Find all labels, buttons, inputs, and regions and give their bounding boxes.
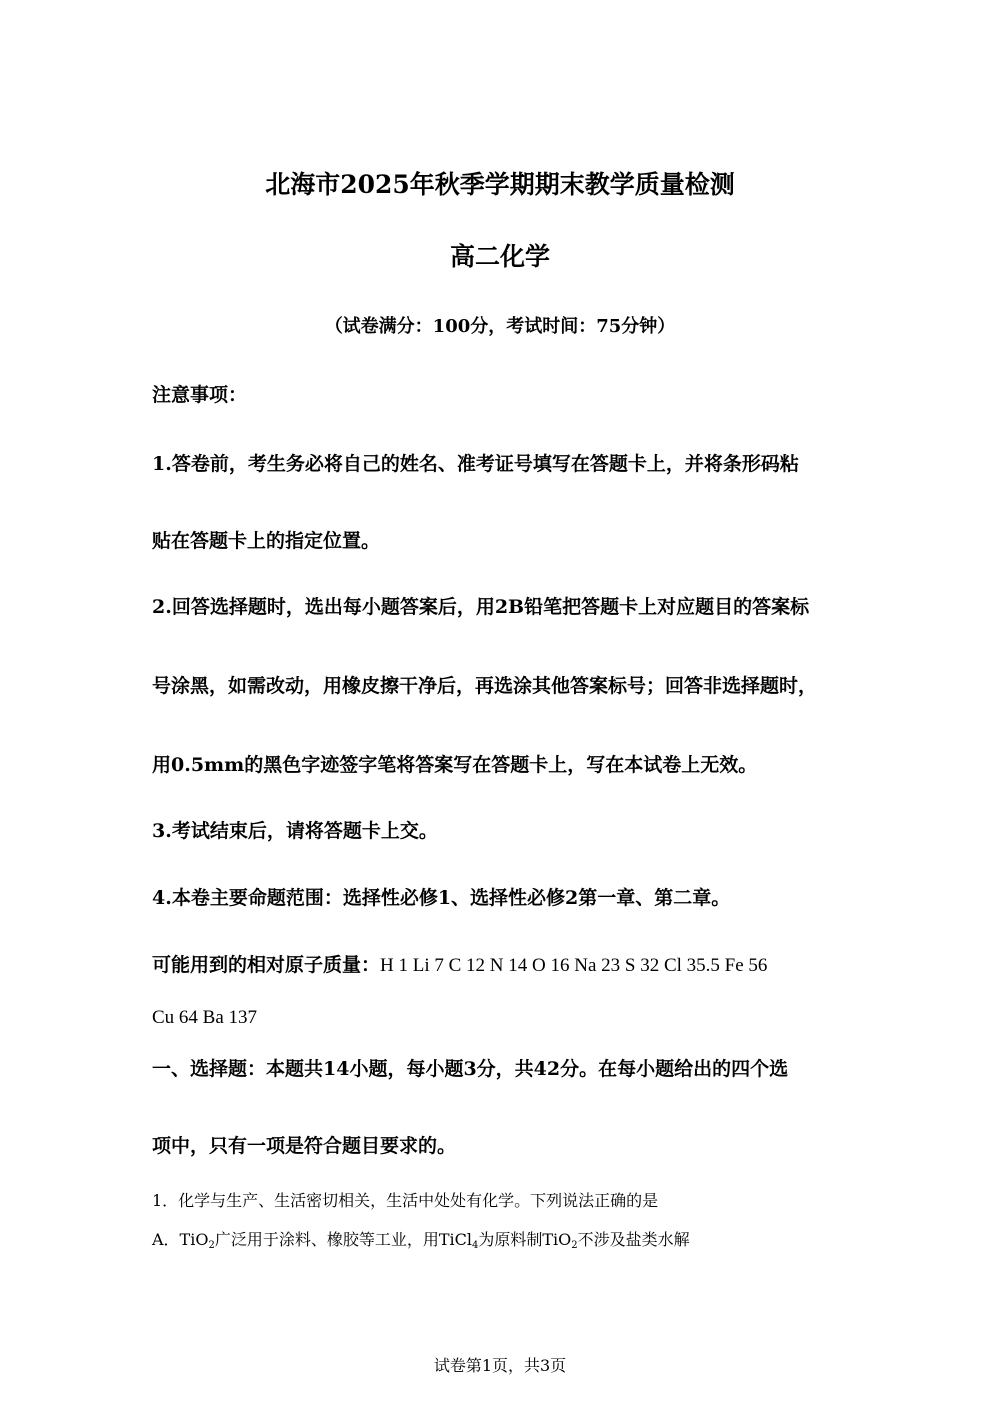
note-line: 用0.5mm的黑色字迹签字笔将答案写在答题卡上，写在本试卷上无效。 (152, 754, 758, 776)
exam-title: 北海市2025年秋季学期期末教学质量检测 (265, 170, 735, 199)
subject-title: 高二化学 (449, 242, 550, 271)
atomic-masses-values: H 1 Li 7 C 12 N 14 O 16 Na 23 S 32 Cl 35.5 Fe 56 (380, 955, 768, 976)
section-heading: 一、选择题：本题共14小题，每小题3分，共42分。在每小题给出的四个选 (152, 1058, 789, 1080)
note-line: 2.回答选择题时，选出每小题答案后，用2B铅笔把答题卡上对应题目的答案标 (152, 596, 810, 618)
atomic-masses-label: 可能用到的相对原子质量： (152, 954, 381, 976)
note-line: 1.答卷前，考生务必将自己的姓名、准考证号填写在答题卡上，并将条形码粘 (152, 453, 799, 475)
atomic-masses-values-2: Cu 64 Ba 137 (152, 1007, 258, 1028)
note-line: 贴在答题卡上的指定位置。 (152, 530, 381, 552)
exam-info: （试卷满分：100分，考试时间：75分钟） (324, 316, 676, 337)
note-line: 号涂黑，如需改动，用橡皮擦干净后，再选涂其他答案标号；回答非选择题时， (152, 675, 818, 697)
note-line: 4.本卷主要命题范围：选择性必修1、选择性必修2第一章、第二章。 (152, 887, 731, 909)
section-heading-cont: 项中，只有一项是符合题目要求的。 (152, 1135, 457, 1157)
notes-heading: 注意事项： (152, 384, 248, 406)
atomic-masses-line (152, 956, 767, 975)
question-1-stem: 1．化学与生产、生活密切相关，生活中处处有化学。下列说法正确的是 (152, 1191, 659, 1210)
question-1-option-a: A．TiO$_2$广泛用于涂料、橡胶等工业，用TiCl$_4$为原料制TiO$_2$不涉及盐类水解 (152, 1230, 690, 1251)
page-footer: 试卷第1页，共3页 (433, 1356, 567, 1375)
note-line: 3.考试结束后，请将答题卡上交。 (152, 820, 438, 842)
